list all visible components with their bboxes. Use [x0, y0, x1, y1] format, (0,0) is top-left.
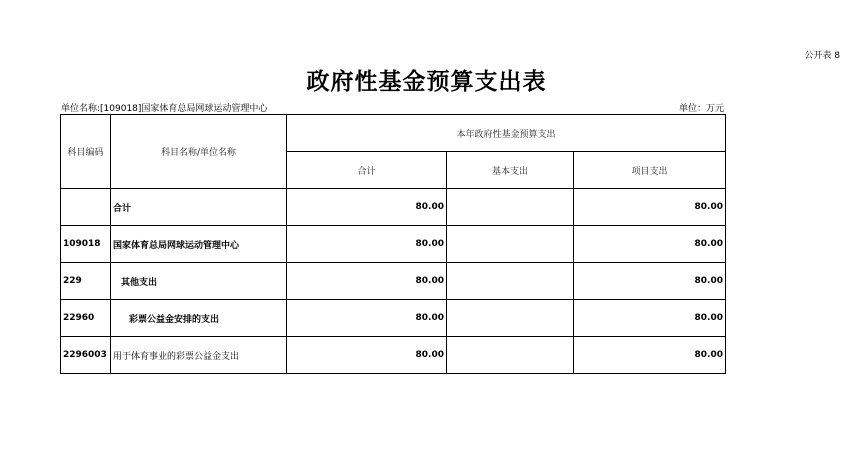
row-total: 80.00	[287, 337, 447, 374]
row-name: 国家体育总局网球运动管理中心	[111, 226, 287, 263]
row-total: 80.00	[287, 263, 447, 300]
row-code: 22960	[61, 300, 111, 337]
row-basic	[447, 300, 574, 337]
row-project: 80.00	[574, 263, 726, 300]
row-name: 彩票公益金安排的支出	[111, 300, 287, 337]
table-row	[61, 300, 726, 337]
row-total: 80.00	[287, 226, 447, 263]
row-basic	[447, 337, 574, 374]
row-basic	[447, 189, 574, 226]
unit-name-label: 单位名称:[109018]国家体育总局网球运动管理中心	[61, 104, 268, 114]
currency-unit: 单位：万元	[678, 104, 724, 114]
row-code	[61, 189, 111, 226]
row-basic	[447, 226, 574, 263]
table-row	[61, 263, 726, 300]
header-basic: 基本支出	[447, 152, 574, 189]
row-basic	[447, 263, 574, 300]
form-number: 公开表 8	[804, 51, 840, 61]
header-name: 科目名称/单位名称	[111, 115, 287, 189]
row-total: 80.00	[287, 300, 447, 337]
row-name: 其他支出	[111, 263, 287, 300]
header-code: 科目编码	[61, 115, 111, 189]
header-total: 合计	[287, 152, 447, 189]
header-group: 本年政府性基金预算支出	[287, 115, 726, 152]
row-name: 合计	[111, 189, 287, 226]
row-code: 229	[61, 263, 111, 300]
row-project: 80.00	[574, 226, 726, 263]
row-name: 用于体育事业的彩票公益金支出	[111, 337, 287, 374]
page-title: 政府性基金预算支出表	[306, 69, 547, 95]
table-row	[61, 226, 726, 263]
budget-table	[60, 114, 726, 374]
header-project: 项目支出	[574, 152, 726, 189]
row-project: 80.00	[574, 337, 726, 374]
table-row	[61, 189, 726, 226]
row-code: 109018	[61, 226, 111, 263]
row-total: 80.00	[287, 189, 447, 226]
row-code: 2296003	[61, 337, 111, 374]
table-row	[61, 337, 726, 374]
row-project: 80.00	[574, 300, 726, 337]
row-project: 80.00	[574, 189, 726, 226]
